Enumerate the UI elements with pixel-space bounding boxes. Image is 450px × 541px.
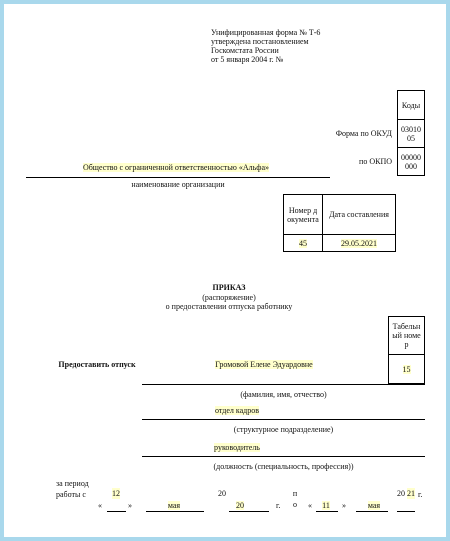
organization-name: Общество с ограниченной ответственностью «Альфа»	[82, 163, 270, 172]
order-document	[4, 4, 446, 537]
okud-label: Форма по ОКУД	[335, 129, 392, 138]
okud-value: 0301005	[401, 124, 421, 143]
from-close-quote: »	[128, 501, 132, 510]
form-header-line2: утверждена постановлением	[211, 37, 309, 46]
okpo-label: по ОКПО	[359, 157, 392, 166]
doc-number-cell	[284, 235, 322, 251]
grant-label: Предоставить отпуск	[58, 360, 136, 369]
doc-date-cell	[323, 235, 395, 251]
from-year-marker: г.	[276, 501, 281, 510]
to-day: 11	[322, 501, 330, 510]
codes-header: Коды	[401, 100, 421, 110]
to-close-quote: »	[342, 501, 346, 510]
order-title: ПРИКАЗ	[212, 283, 246, 292]
order-subtitle: (распоряжение)	[202, 293, 256, 302]
from-month-cell	[144, 501, 204, 510]
to-day-cell	[316, 501, 336, 510]
from-day: 12	[112, 489, 120, 498]
department: отдел кадров	[214, 406, 260, 415]
form-header-line4: от 5 января 2004 г. №	[211, 55, 284, 64]
department-caption: (структурное подразделение)	[233, 425, 334, 434]
doc-number-header: Номер документа	[287, 205, 319, 224]
order-about: о предоставлении отпуска работнику	[165, 302, 293, 311]
to-year-suffix: 21	[407, 489, 415, 498]
position: руководитель	[214, 443, 260, 452]
okpo-value: 00000000	[401, 152, 421, 171]
to-label: по	[292, 489, 298, 509]
organization-caption: наименование организации	[131, 180, 225, 189]
to-year-marker: г.	[418, 490, 423, 499]
to-open-quote: «	[308, 501, 312, 510]
tab-number-cell	[389, 355, 424, 383]
tab-number: 15	[402, 364, 411, 374]
period-label: за период работы с	[56, 479, 89, 499]
employee-name: Громовой Елене Эдуардовне	[215, 360, 313, 369]
doc-date-header: Дата составления	[329, 210, 389, 219]
to-month-cell	[356, 501, 392, 510]
to-month: мая	[367, 501, 381, 510]
form-header-line1: Унифицированная форма № Т-6	[211, 28, 321, 37]
name-caption: (фамилия, имя, отчество)	[240, 390, 327, 399]
tab-number-header: Табельный номер	[392, 322, 421, 349]
form-header	[211, 28, 351, 64]
from-year-suffix: 20	[236, 501, 244, 510]
doc-date: 29.05.2021	[341, 238, 377, 248]
position-row	[142, 443, 332, 452]
form-header-line3: Госкомстата России	[211, 46, 279, 55]
to-year-prefix: 20	[397, 489, 405, 498]
position-caption: (должность (специальность, профессия))	[213, 462, 354, 471]
employee-name-row	[144, 360, 384, 369]
organization-name-row	[26, 163, 326, 172]
from-year-prefix: 20	[218, 489, 226, 498]
department-row	[142, 406, 332, 415]
from-year-suffix-cell	[229, 501, 251, 510]
doc-number: 45	[299, 238, 307, 248]
from-open-quote: «	[98, 501, 102, 510]
from-month: мая	[167, 501, 181, 510]
